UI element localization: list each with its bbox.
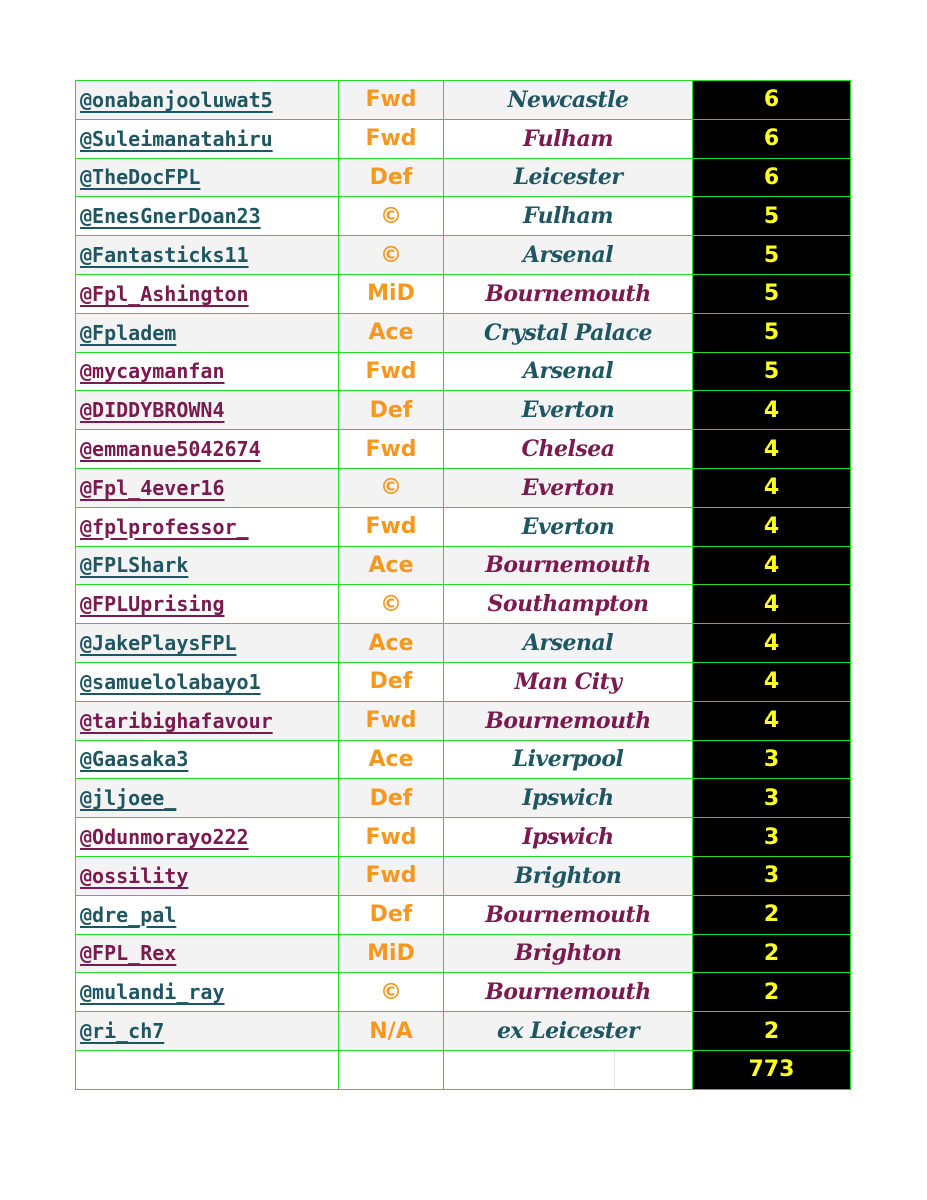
- team-cell: Everton: [444, 507, 693, 546]
- team-cell: Southampton: [444, 585, 693, 624]
- handle-cell: [76, 546, 339, 585]
- score-cell: 3: [693, 740, 851, 779]
- position-cell: Ace: [339, 624, 444, 663]
- team-cell: Fulham: [444, 119, 693, 158]
- team-cell: Bournemouth: [444, 895, 693, 934]
- team-cell: Fulham: [444, 197, 693, 236]
- team-cell: Man City: [444, 662, 693, 701]
- handle-cell: [76, 507, 339, 546]
- score-cell: 4: [693, 507, 851, 546]
- score-cell: 4: [693, 585, 851, 624]
- handle-cell: [76, 895, 339, 934]
- team-cell: Bournemouth: [444, 973, 693, 1012]
- position-cell: ©: [339, 197, 444, 236]
- position-cell: Ace: [339, 740, 444, 779]
- table-row: [76, 624, 851, 663]
- handle-link[interactable]: @EnesGnerDoan23: [80, 204, 261, 229]
- total-row: [76, 1050, 851, 1089]
- score-cell: 4: [693, 391, 851, 430]
- position-cell: Fwd: [339, 430, 444, 469]
- handle-link[interactable]: @Fpl_4ever16: [80, 475, 225, 500]
- team-cell: Liverpool: [444, 740, 693, 779]
- position-cell: ©: [339, 236, 444, 275]
- handle-cell: [76, 585, 339, 624]
- table-row: [76, 313, 851, 352]
- handle-cell: [76, 119, 339, 158]
- score-cell: 4: [693, 468, 851, 507]
- handle-cell: [76, 818, 339, 857]
- handle-cell: [76, 81, 339, 120]
- handle-link[interactable]: @fplprofessor_: [80, 514, 249, 539]
- handle-link[interactable]: @emmanue5042674: [80, 437, 261, 462]
- handle-cell: [76, 662, 339, 701]
- score-cell: 2: [693, 1012, 851, 1051]
- team-cell: Everton: [444, 468, 693, 507]
- position-cell: Def: [339, 158, 444, 197]
- position-cell: Fwd: [339, 507, 444, 546]
- position-cell: Def: [339, 779, 444, 818]
- handle-cell: [76, 430, 339, 469]
- position-cell: ©: [339, 973, 444, 1012]
- total-score: 773: [693, 1050, 851, 1089]
- handle-cell: [76, 158, 339, 197]
- handle-link[interactable]: @FPLShark: [80, 553, 189, 578]
- handle-link[interactable]: @FPL_Rex: [80, 941, 177, 966]
- score-cell: 2: [693, 895, 851, 934]
- handle-cell: [76, 468, 339, 507]
- handle-cell: [76, 274, 339, 313]
- table-row: [76, 895, 851, 934]
- table-row: [76, 158, 851, 197]
- position-cell: Fwd: [339, 701, 444, 740]
- handle-cell: [76, 1012, 339, 1051]
- score-cell: 3: [693, 856, 851, 895]
- position-cell: Ace: [339, 546, 444, 585]
- team-cell: Everton: [444, 391, 693, 430]
- table-row: [76, 468, 851, 507]
- position-cell: Fwd: [339, 352, 444, 391]
- handle-link[interactable]: @samuelolabayo1: [80, 669, 261, 694]
- team-cell: Brighton: [444, 934, 693, 973]
- team-cell: Leicester: [444, 158, 693, 197]
- table-row: [76, 430, 851, 469]
- table-row: [76, 236, 851, 275]
- handle-link[interactable]: @mulandi_ray: [80, 980, 225, 1005]
- position-cell: Def: [339, 895, 444, 934]
- leaderboard-rows: [76, 81, 851, 1051]
- handle-link[interactable]: @JakePlaysFPL: [80, 631, 237, 656]
- total-blank-team: [444, 1050, 693, 1089]
- handle-link[interactable]: @Fantasticks11: [80, 243, 249, 268]
- handle-link[interactable]: @DIDDYBROWN4: [80, 398, 225, 423]
- team-cell: Arsenal: [444, 624, 693, 663]
- leaderboard-table: [75, 80, 851, 1090]
- table-row: [76, 818, 851, 857]
- handle-cell: [76, 934, 339, 973]
- handle-link[interactable]: @Fpladem: [80, 320, 177, 345]
- handle-cell: [76, 236, 339, 275]
- table-row: [76, 1012, 851, 1051]
- team-cell: Ipswich: [444, 779, 693, 818]
- table-row: [76, 391, 851, 430]
- score-cell: 4: [693, 430, 851, 469]
- handle-link[interactable]: @ossility: [80, 863, 189, 888]
- handle-link[interactable]: @TheDocFPL: [80, 165, 201, 190]
- handle-link[interactable]: @Fpl_Ashington: [80, 281, 249, 306]
- handle-cell: [76, 624, 339, 663]
- handle-cell: [76, 352, 339, 391]
- position-cell: MiD: [339, 934, 444, 973]
- table-row: [76, 934, 851, 973]
- team-cell: Arsenal: [444, 236, 693, 275]
- table-row: [76, 701, 851, 740]
- table-row: [76, 119, 851, 158]
- handle-cell: [76, 856, 339, 895]
- handle-link[interactable]: @Suleimanatahiru: [80, 126, 273, 151]
- score-cell: 5: [693, 274, 851, 313]
- position-cell: ©: [339, 585, 444, 624]
- table-row: [76, 507, 851, 546]
- table-row: [76, 856, 851, 895]
- handle-cell: [76, 197, 339, 236]
- score-cell: 6: [693, 81, 851, 120]
- table-row: [76, 740, 851, 779]
- position-cell: N/A: [339, 1012, 444, 1051]
- handle-link[interactable]: @Odunmorayo222: [80, 825, 249, 850]
- team-cell: Bournemouth: [444, 546, 693, 585]
- table-row: [76, 274, 851, 313]
- team-cell: ex Leicester: [444, 1012, 693, 1051]
- handle-cell: [76, 313, 339, 352]
- table-row: [76, 352, 851, 391]
- handle-link[interactable]: @Gaasaka3: [80, 747, 189, 772]
- score-cell: 4: [693, 701, 851, 740]
- handle-cell: [76, 701, 339, 740]
- table-row: [76, 973, 851, 1012]
- score-cell: 3: [693, 779, 851, 818]
- position-cell: ©: [339, 468, 444, 507]
- handle-link[interactable]: @onabanjooluwat5: [80, 87, 273, 112]
- table-row: [76, 546, 851, 585]
- handle-link[interactable]: @jljoee_: [80, 786, 177, 811]
- score-cell: 5: [693, 197, 851, 236]
- score-cell: 5: [693, 352, 851, 391]
- total-blank-handle: [76, 1050, 339, 1089]
- handle-link[interactable]: @FPLUprising: [80, 592, 225, 617]
- score-cell: 2: [693, 934, 851, 973]
- score-cell: 4: [693, 624, 851, 663]
- handle-link[interactable]: @ri_ch7: [80, 1019, 165, 1044]
- score-cell: 2: [693, 973, 851, 1012]
- table-row: [76, 779, 851, 818]
- handle-link[interactable]: @mycaymanfan: [80, 359, 225, 384]
- team-cell: Chelsea: [444, 430, 693, 469]
- handle-cell: [76, 740, 339, 779]
- table-row: [76, 81, 851, 120]
- position-cell: Def: [339, 662, 444, 701]
- team-cell: Ipswich: [444, 818, 693, 857]
- team-cell: Bournemouth: [444, 274, 693, 313]
- position-cell: Fwd: [339, 818, 444, 857]
- score-cell: 4: [693, 662, 851, 701]
- table-row: [76, 585, 851, 624]
- team-cell: Crystal Palace: [444, 313, 693, 352]
- handle-cell: [76, 779, 339, 818]
- position-cell: Fwd: [339, 856, 444, 895]
- team-cell: Newcastle: [444, 81, 693, 120]
- handle-link[interactable]: @taribighafavour: [80, 708, 273, 733]
- score-cell: 4: [693, 546, 851, 585]
- table-row: [76, 197, 851, 236]
- position-cell: Def: [339, 391, 444, 430]
- score-cell: 5: [693, 236, 851, 275]
- table-row: [76, 662, 851, 701]
- handle-cell: [76, 973, 339, 1012]
- team-cell: Brighton: [444, 856, 693, 895]
- total-blank-position: [339, 1050, 444, 1089]
- team-cell: Bournemouth: [444, 701, 693, 740]
- team-cell: Arsenal: [444, 352, 693, 391]
- score-cell: 6: [693, 119, 851, 158]
- position-cell: Fwd: [339, 119, 444, 158]
- position-cell: MiD: [339, 274, 444, 313]
- score-cell: 3: [693, 818, 851, 857]
- handle-link[interactable]: @dre_pal: [80, 902, 177, 927]
- handle-cell: [76, 391, 339, 430]
- position-cell: Fwd: [339, 81, 444, 120]
- position-cell: Ace: [339, 313, 444, 352]
- score-cell: 6: [693, 158, 851, 197]
- score-cell: 5: [693, 313, 851, 352]
